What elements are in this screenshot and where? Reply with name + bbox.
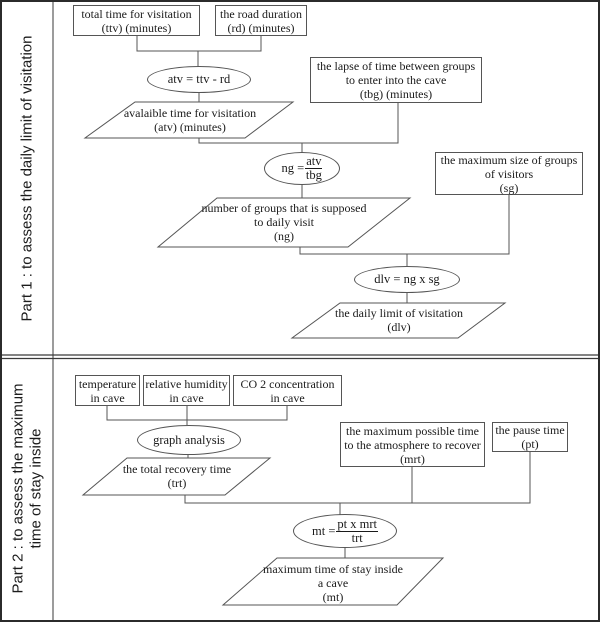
atv-parallelogram-text <box>110 105 270 135</box>
mt-parallelogram-text <box>233 561 433 605</box>
humidity-line2: in cave <box>169 390 204 405</box>
connector-ttv-rd-to-atv <box>137 36 261 66</box>
part-divider-line <box>2 355 598 359</box>
pt-line1: the pause time <box>495 423 565 437</box>
mt-para-line3: (mt) <box>322 590 344 604</box>
ng-parallelogram-text <box>184 200 384 244</box>
atv-para-line1: avalaible time for visitation <box>123 106 257 120</box>
ttv-line2: (ttv) (minutes) <box>101 20 172 35</box>
ng-para-line2: to daily visit <box>254 215 314 229</box>
mrt-input-box <box>340 422 485 467</box>
mt-formula-stack <box>336 518 378 545</box>
mt-formula-ellipse <box>293 514 397 548</box>
sg-input-box <box>435 152 583 195</box>
mrt-line3: (mrt) <box>400 451 425 466</box>
trt-para-line2: (trt) <box>167 476 187 490</box>
mt-para-line1: maximum time of stay inside <box>263 562 403 576</box>
pt-line2: (pt) <box>521 437 539 451</box>
rd-line1: the road duration <box>220 6 302 21</box>
dlv-parallelogram-text <box>319 305 479 335</box>
ng-formula-ellipse <box>264 152 340 185</box>
atv-formula-text: atv = ttv - rd <box>167 72 231 86</box>
sg-line1: the maximum size of groups <box>440 152 578 167</box>
dlv-formula-ellipse <box>354 266 460 293</box>
temperature-line2: in cave <box>90 390 125 405</box>
part2-label-line2: time of stay inside <box>27 428 44 549</box>
tbg-input-box <box>310 57 482 103</box>
mt-formula-prefix: mt = <box>312 523 336 538</box>
mt-para-line2: a cave <box>317 576 349 590</box>
co2-input-box <box>233 375 342 406</box>
rd-line2: (rd) (minutes) <box>227 20 295 35</box>
tbg-line3: (tbg) (minutes) <box>359 87 433 101</box>
trt-parallelogram-text <box>97 461 257 491</box>
ng-para-line3: (ng) <box>274 229 294 243</box>
ng-formula-denominator: tbg <box>305 168 322 182</box>
mt-formula-fraction <box>312 518 378 545</box>
sidebar-part2-label <box>1 359 54 619</box>
graph-analysis-ellipse <box>137 425 241 455</box>
ng-para-line1: number of groups that is supposed <box>201 201 367 215</box>
ng-formula-stack <box>305 155 322 182</box>
rd-input-box <box>215 5 307 36</box>
dlv-para-line2: (dlv) <box>387 320 411 334</box>
part1-label-text: Part 1 : to assess the daily limit of visitation <box>18 35 35 322</box>
ttv-line1: total time for visitation <box>81 6 192 21</box>
atv-formula-ellipse <box>147 66 251 93</box>
humidity-line1: relative humidity <box>145 376 228 391</box>
ng-formula-prefix: ng = <box>281 161 305 175</box>
ttv-input-box <box>73 5 200 36</box>
ng-formula-fraction <box>282 155 323 182</box>
sidebar-part1-label <box>1 4 54 354</box>
dlv-para-line1: the daily limit of visitation <box>335 306 463 320</box>
tbg-line2: to enter into the cave <box>345 73 447 87</box>
ng-formula-numerator: atv <box>306 154 322 168</box>
graph-analysis-text: graph analysis <box>153 432 225 447</box>
co2-line2: in cave <box>270 390 305 405</box>
temperature-input-box <box>75 375 140 406</box>
sg-line2: of visitors <box>484 166 534 181</box>
connector-sensors-to-graph <box>107 406 287 425</box>
atv-para-line2: (atv) (minutes) <box>154 120 226 134</box>
mt-formula-numerator: pt x mrt <box>337 516 377 531</box>
mrt-line1: the maximum possible time <box>346 423 479 438</box>
part2-label-line1: Part 2 : to assess the maximum <box>9 383 26 594</box>
sg-line3: (sg) <box>499 180 519 195</box>
pt-input-box <box>492 422 568 452</box>
co2-line1: CO 2 concentration <box>240 376 335 391</box>
mt-formula-denominator: trt <box>351 530 363 545</box>
trt-para-line1: the total recovery time <box>122 462 232 476</box>
mrt-line2: to the atmosphere to recover <box>344 437 481 452</box>
dlv-formula-text: dlv = ng x sg <box>374 272 440 286</box>
humidity-input-box <box>143 375 230 406</box>
temperature-line1: temperature <box>78 376 137 391</box>
tbg-line1: the lapse of time between groups <box>316 59 476 73</box>
